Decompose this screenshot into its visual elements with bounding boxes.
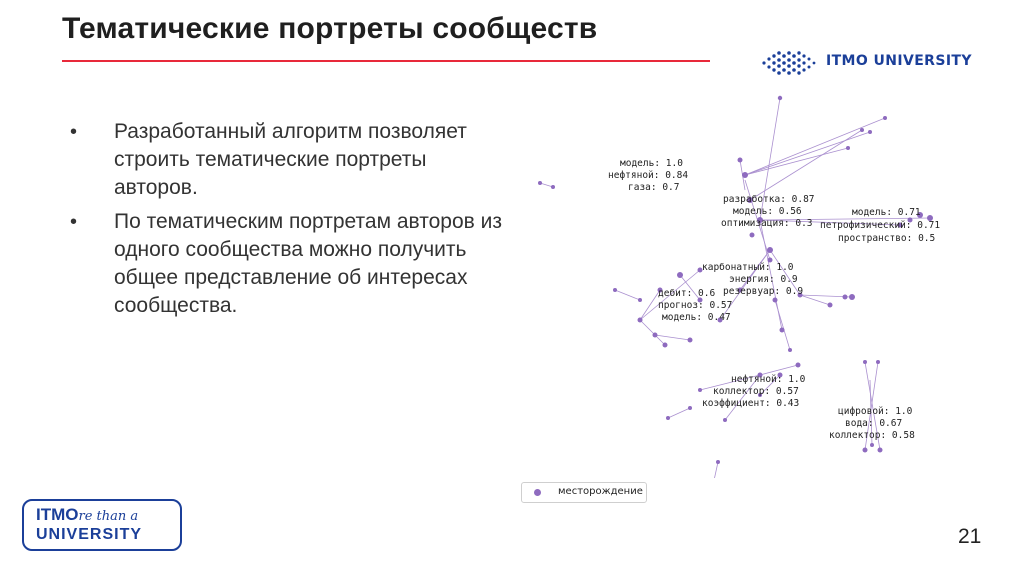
bullet-item — [70, 208, 510, 320]
bullet-text: Разработанный алгоритм позволяет строить тематические портреты авторов. — [114, 120, 467, 199]
bullet-list — [70, 118, 510, 326]
title-underline — [62, 60, 710, 62]
graph-label: нефтяной: 1.0 — [731, 374, 806, 385]
itmo-logo — [740, 38, 1002, 88]
graph-label: вода: 0.67 — [845, 418, 903, 429]
bullet-dot-icon: • — [70, 121, 78, 143]
graph-label: разработка: 0.87 — [723, 194, 815, 205]
graph-label: нефтяной: 0.84 — [608, 170, 689, 181]
graph-label: оптимизация: 0.3 — [721, 218, 813, 229]
itmo-logo-dots-icon — [760, 48, 820, 78]
community-graph — [515, 88, 975, 478]
logo-line-1 — [36, 505, 138, 525]
bullet-dot-icon: • — [70, 211, 78, 233]
itmo-logo-text: ITMO UNIVERSITY — [826, 53, 972, 69]
logo-it: IT — [36, 505, 52, 524]
legend-label: месторождение — [558, 486, 643, 497]
graph-label: дебит: 0.6 — [658, 288, 716, 299]
graph-label: пространство: 0.5 — [838, 233, 936, 244]
graph-label: модель: 0.47 — [662, 312, 731, 323]
graph-label: карбонатный: 1.0 — [702, 262, 794, 273]
legend-marker-icon — [534, 489, 541, 496]
graph-label: энергия: 0.9 — [729, 274, 798, 285]
slide-title: Тематические портреты сообществ — [62, 12, 598, 45]
graph-label: коллектор: 0.58 — [829, 430, 915, 441]
graph-label: модель: 0.71 — [852, 207, 921, 218]
graph-label: резервуар: 0.9 — [723, 286, 804, 297]
itmo-more-than-university-logo — [22, 499, 182, 551]
graph-label: коллектор: 0.57 — [713, 386, 799, 397]
graph-legend — [521, 482, 647, 503]
page-number: 21 — [958, 525, 982, 548]
graph-label: прогноз: 0.57 — [658, 300, 733, 311]
logo-line-2: UNIVERSITY — [36, 526, 143, 543]
bullet-item — [70, 118, 510, 202]
bullet-text: По тематическим портретам авторов из одного сообщества можно получить общее представление об интересах сообщества. — [114, 210, 503, 317]
graph-label: газа: 0.7 — [628, 182, 680, 193]
graph-label: модель: 1.0 — [620, 158, 683, 169]
graph-label: модель: 0.56 — [733, 206, 802, 217]
graph-label: коэффициент: 0.43 — [702, 398, 800, 409]
logo-mo: MO — [51, 505, 79, 524]
logo-script: re than a — [78, 509, 139, 524]
graph-label: цифровой: 1.0 — [838, 406, 913, 417]
graph-label: петрофизический: 0.71 — [820, 220, 941, 231]
